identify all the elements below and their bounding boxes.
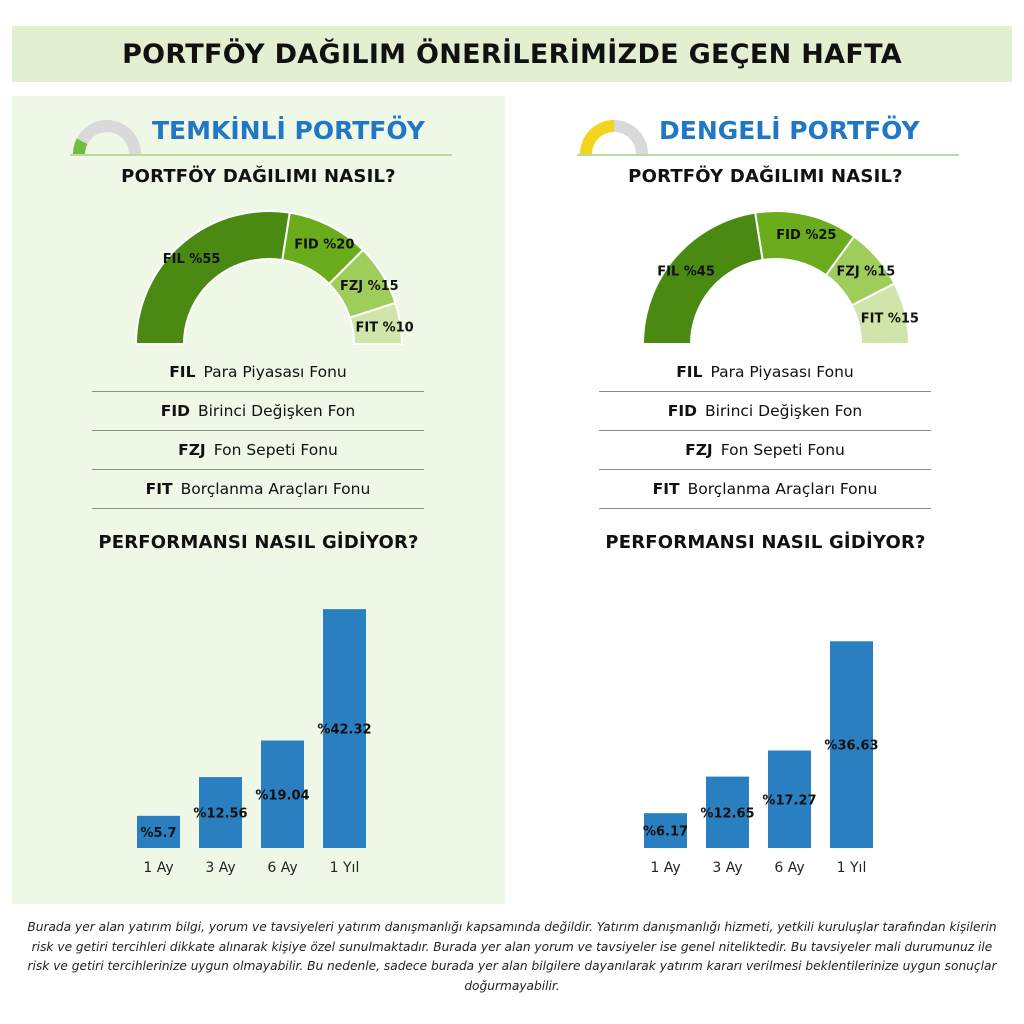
slice-label: FZJ %15: [836, 264, 896, 280]
panel-dengeli: [519, 96, 1012, 904]
fund-name: Borçlanma Araçları Fonu: [180, 480, 371, 498]
slice-label: FIT %15: [860, 311, 919, 327]
bar-value-label: %12.56: [193, 806, 248, 822]
slice-label: FZJ %15: [339, 278, 399, 294]
fund-name: Birinci Değişken Fon: [197, 402, 356, 420]
donut-slice-fil: [136, 211, 290, 344]
slice-label: FID %20: [294, 237, 355, 253]
fund-code: FIL: [676, 363, 703, 381]
bar-value-label: %19.04: [255, 788, 310, 804]
bar-value-label: %36.63: [824, 738, 879, 754]
bar-category-label: 1 Yıl: [329, 860, 360, 876]
fund-name: Fon Sepeti Fonu: [213, 441, 338, 459]
panel-header: [577, 110, 959, 156]
bar-value-label: %12.65: [700, 806, 755, 822]
legend-row: [599, 431, 931, 470]
fund-code: FIT: [145, 480, 173, 498]
fund-name: Para Piyasası Fonu: [710, 363, 854, 381]
bar-value-label: %42.32: [317, 722, 372, 738]
panel-header: [70, 110, 452, 156]
slice-label: FIL %55: [162, 252, 221, 268]
fund-name: Borçlanma Araçları Fonu: [687, 480, 878, 498]
bar-category-label: 1 Ay: [143, 860, 174, 876]
fund-code: FID: [160, 402, 190, 420]
panel-temkinli: [12, 96, 505, 904]
bar-category-label: 6 Ay: [774, 860, 805, 876]
bar-category-label: 1 Ay: [650, 860, 681, 876]
disclaimer-text: Burada yer alan yatırım bilgi, yorum ve tavsiyeleri yatırım danışmanlığı kapsamında değildir. Yatırım danışmanlığı hizmeti, yetkili kuruluşlar tarafından kişilerin risk ve getiri tercihleri dikkate alınarak kişiye özel sunulmaktadır. Burada yer alan yorum ve tavsiyeler ise genel niteliktedir. Bu tavsiyeler mali durumunuz ile risk ve getiri tercihlerinize uygun olmayabilir. Bu nedenle, sadece burada yer alan bilgilere dayanılarak yatırım kararı verilmesi beklentilerinize uygun sonuçlar doğurmayabilir.: [27, 920, 997, 993]
legend-row: [92, 392, 424, 431]
fund-code: FID: [667, 402, 697, 420]
legend-row: [599, 353, 931, 392]
risk-gauge-icon: [577, 116, 651, 156]
fund-code: FIT: [652, 480, 680, 498]
fund-legend: [599, 353, 931, 509]
slice-label: FID %25: [776, 228, 837, 244]
bar-category-label: 1 Yıl: [836, 860, 867, 876]
fund-name: Para Piyasası Fonu: [203, 363, 347, 381]
bar-category-label: 6 Ay: [267, 860, 298, 876]
risk-gauge-icon: [70, 116, 144, 156]
legend-row: [92, 353, 424, 392]
performance-title: PERFORMANSI NASIL GİDİYOR?: [605, 532, 926, 553]
bar-value-label: %6.17: [642, 824, 689, 840]
bar-category-label: 3 Ay: [205, 860, 236, 876]
fund-legend: [92, 353, 424, 509]
legend-row: [599, 470, 931, 509]
page-title: PORTFÖY DAĞILIM ÖNERİLERİMİZDE GEÇEN HAFTA: [122, 38, 902, 70]
performance-title: PERFORMANSI NASIL GİDİYOR?: [98, 532, 419, 553]
risk-meter-fill: [580, 120, 614, 154]
bar-value-label: %17.27: [762, 793, 817, 809]
fund-code: FZJ: [685, 441, 713, 459]
legend-row: [599, 392, 931, 431]
performance-bar-chart: [12, 576, 505, 886]
performance-bar-chart: [519, 576, 1012, 886]
fund-code: FIL: [169, 363, 196, 381]
fund-name: Fon Sepeti Fonu: [720, 441, 845, 459]
portfolio-title: DENGELİ PORTFÖY: [659, 116, 920, 145]
legend-row: [92, 431, 424, 470]
legend-row: [92, 470, 424, 509]
bar-value-label: %5.7: [140, 825, 177, 841]
title-banner: [12, 26, 1012, 82]
fund-name: Birinci Değişken Fon: [704, 402, 863, 420]
allocation-half-donut: [12, 204, 505, 354]
allocation-title: PORTFÖY DAĞILIMI NASIL?: [628, 166, 903, 187]
fund-code: FZJ: [178, 441, 206, 459]
slice-label: FIT %10: [355, 320, 414, 336]
bar-category-label: 3 Ay: [712, 860, 743, 876]
slice-label: FIL %45: [657, 264, 715, 280]
allocation-title: PORTFÖY DAĞILIMI NASIL?: [121, 166, 396, 187]
allocation-half-donut: [519, 204, 1012, 354]
portfolio-title: TEMKİNLİ PORTFÖY: [152, 116, 425, 145]
